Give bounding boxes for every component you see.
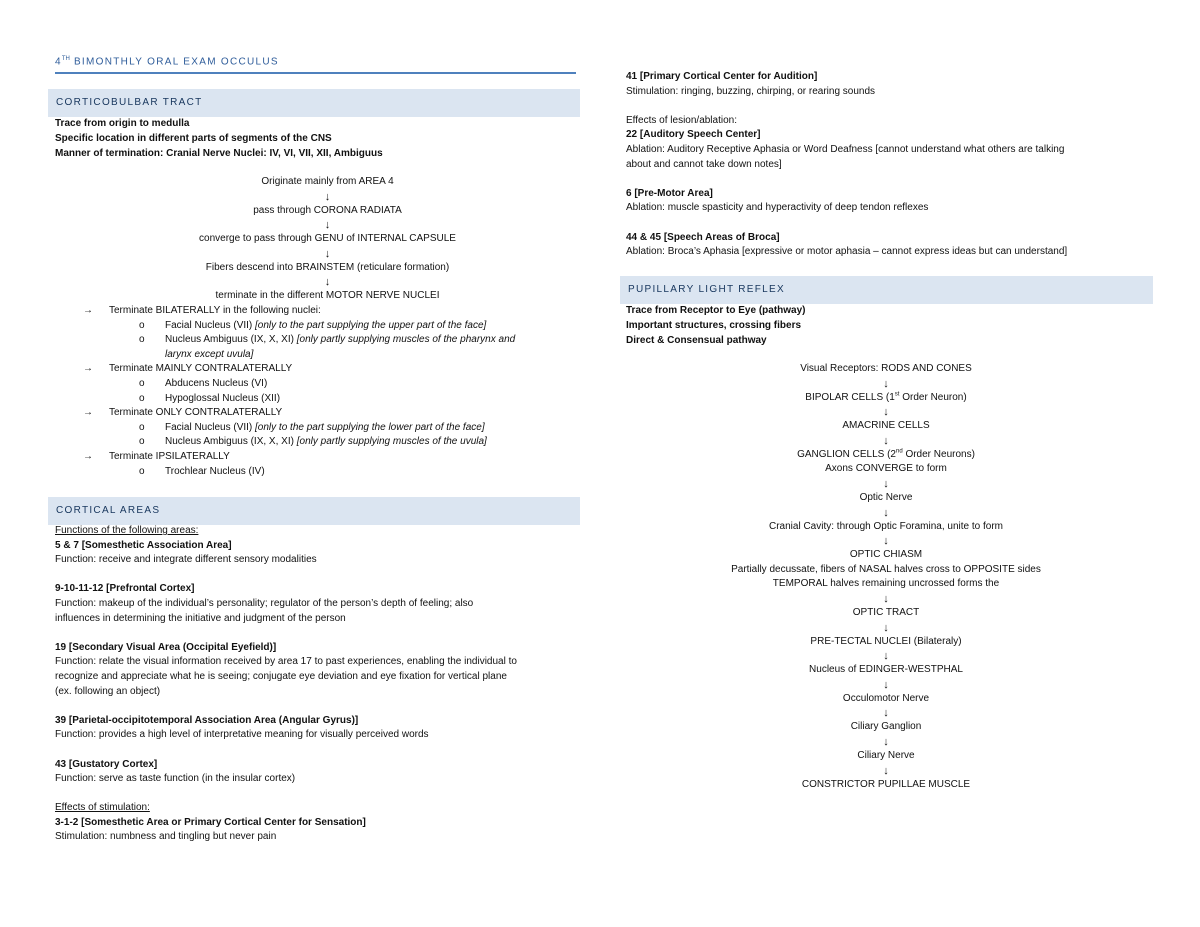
area-description: Stimulation: ringing, buzzing, chirping, or rearing sounds	[626, 85, 876, 97]
title-rule	[55, 72, 576, 74]
ordinal-superscript: nd	[895, 448, 903, 455]
area-name: [Somesthetic Area or Primary Cortical Center for Sensation]	[81, 816, 366, 828]
down-arrow-icon: ↓	[883, 506, 889, 519]
area-heading	[55, 714, 581, 729]
area-heading	[55, 758, 581, 773]
termination-item	[55, 319, 581, 334]
intro-line: Specific location in different parts of segments of the CNS	[55, 133, 332, 144]
area-name: [Speech Areas of Broca]	[663, 231, 780, 243]
flow-step: Ciliary Nerve	[857, 749, 915, 761]
arrow-bullet-icon: →	[83, 363, 93, 375]
down-arrow-icon: ↓	[883, 477, 889, 490]
area-number: 41	[626, 71, 638, 82]
circle-bullet-icon: o	[139, 421, 145, 433]
corticobulbar-intro	[55, 116, 383, 161]
area-number: 43	[55, 758, 67, 770]
lesion-label: Effects of lesion/ablation:	[626, 114, 737, 126]
area-number: 9-10-11-12	[55, 583, 104, 595]
title-text: BIMONTHLY ORAL EXAM OCCULUS	[69, 56, 279, 68]
down-arrow-icon: ↓	[883, 650, 889, 663]
nucleus-name: Nucleus Ambiguus (IX, X, XI)	[165, 436, 294, 448]
down-arrow-icon: ↓	[883, 707, 889, 720]
termination-group	[55, 406, 581, 421]
flow-text: BIPOLAR CELLS (1	[805, 391, 895, 403]
termination-item	[55, 465, 581, 480]
intro-line: Direct & Consensual pathway	[626, 335, 767, 346]
area-heading	[626, 231, 1154, 246]
area-description: Ablation: Broca’s Aphasia [expressive or motor aphasia – cannot express ideas but can understand]	[626, 246, 1068, 258]
termination-item	[55, 435, 581, 450]
termination-label: Terminate IPSILATERALLY	[109, 450, 230, 462]
area-number: 19	[55, 641, 67, 653]
functions-label: Functions of the following areas:	[55, 525, 199, 536]
down-arrow-icon: ↓	[324, 247, 331, 260]
arrow-bullet-icon: →	[83, 450, 93, 462]
corticobulbar-heading-text: CORTICOBULBAR TRACT	[56, 97, 203, 108]
nucleus-name: Trochlear Nucleus (IV)	[165, 465, 265, 477]
area-name: [Auditory Speech Center]	[639, 129, 761, 141]
area-heading	[55, 816, 581, 831]
termination-item	[55, 421, 581, 436]
area-description: (ex. following an object)	[55, 685, 161, 697]
down-arrow-icon: ↓	[883, 592, 889, 605]
flow-step: Cranial Cavity: through Optic Foramina, unite to form	[769, 520, 1003, 532]
area-description: Ablation: Auditory Receptive Aphasia or Word Deafness [cannot understand what others are talking	[626, 143, 1065, 155]
area-heading	[55, 539, 581, 554]
area-description: influences in determining the initiative and judgment of the person	[55, 612, 346, 624]
flow-step: Optic Nerve	[859, 491, 913, 503]
area-heading	[55, 641, 581, 656]
flow-step: Nucleus of EDINGER-WESTPHAL	[809, 664, 963, 676]
termination-group	[55, 362, 581, 377]
corticobulbar-flow	[55, 175, 600, 304]
area-heading	[55, 582, 581, 597]
auditory-and-motor-areas	[626, 70, 1154, 260]
area-heading	[626, 187, 1154, 202]
termination-group	[55, 304, 581, 319]
termination-group	[55, 450, 581, 465]
area-description: Ablation: muscle spasticity and hyperactivity of deep tendon reflexes	[626, 202, 929, 214]
nucleus-note-continued: larynx except uvula]	[165, 348, 254, 360]
flow-step: Visual Receptors: RODS AND CONES	[800, 363, 972, 374]
down-arrow-icon: ↓	[324, 276, 331, 289]
down-arrow-icon: ↓	[883, 434, 889, 447]
flow-step: CONSTRICTOR PUPILLAE MUSCLE	[801, 778, 971, 790]
termination-label: Terminate MAINLY CONTRALATERALLY	[109, 363, 293, 375]
flow-step: pass through CORONA RADIATA	[253, 204, 402, 216]
area-name: [Secondary Visual Area (Occipital Eyefield)]	[68, 641, 277, 653]
flow-step: OPTIC TRACT	[852, 606, 920, 618]
flow-step: converge to pass through GENU of INTERNAL CAPSULE	[199, 233, 456, 245]
pupillary-flow	[626, 362, 1146, 792]
area-heading	[626, 128, 1154, 143]
nucleus-name: Nucleus Ambiguus (IX, X, XI)	[165, 334, 294, 346]
circle-bullet-icon: o	[139, 392, 145, 404]
area-name: [Primary Cortical Center for Audition]	[639, 71, 818, 82]
area-number: 6	[626, 187, 632, 199]
down-arrow-icon: ↓	[883, 621, 889, 634]
intro-line: Important structures, crossing fibers	[626, 320, 802, 331]
down-arrow-icon: ↓	[883, 678, 889, 691]
nucleus-note: [only to the part supplying the upper part of the face]	[255, 319, 487, 331]
flow-text: Order Neuron)	[899, 391, 967, 403]
intro-line: Manner of termination: Cranial Nerve Nuclei: IV, VI, VII, XII, Ambiguus	[55, 148, 383, 159]
circle-bullet-icon: o	[139, 319, 145, 331]
flow-step: Fibers descend into BRAINSTEM (reticulare formation)	[205, 261, 450, 273]
down-arrow-icon: ↓	[883, 535, 889, 548]
flow-step: Axons CONVERGE to form	[825, 463, 947, 475]
area-description: Function: relate the visual information received by area 17 to past experiences, enabling the individual to	[55, 656, 517, 668]
down-arrow-icon: ↓	[324, 190, 331, 203]
area-number: 44 & 45	[626, 231, 662, 243]
flow-text: GANGLION CELLS (2	[797, 448, 896, 460]
circle-bullet-icon: o	[139, 465, 145, 477]
area-description: Function: provides a high level of interpretative meaning for visually perceived words	[55, 729, 429, 741]
area-number: 39	[55, 714, 67, 726]
area-description: recognize and appreciate what he is seeing; conjugate eye deviation and eye fixation for vertical plane	[55, 670, 507, 682]
nucleus-note: [only partly supplying muscles of the pharynx and	[296, 334, 516, 346]
area-description: Function: serve as taste function (in the insular cortex)	[55, 773, 296, 785]
area-description: Function: makeup of the individual’s personality; regulator of the person’s depth of feeling; also	[55, 597, 474, 609]
termination-list	[55, 304, 581, 479]
nucleus-name: Hypoglossal Nucleus (XII)	[165, 392, 281, 404]
down-arrow-icon: ↓	[883, 735, 889, 748]
flow-step	[626, 391, 1146, 406]
area-name: [Gustatory Cortex]	[68, 758, 158, 770]
title-number: 4	[55, 56, 62, 68]
termination-item	[55, 377, 581, 392]
termination-label: Terminate BILATERALLY in the following nuclei:	[109, 305, 321, 316]
down-arrow-icon: ↓	[883, 764, 889, 777]
down-arrow-icon: ↓	[324, 219, 331, 232]
flow-step: OPTIC CHIASM	[849, 549, 923, 561]
flow-step: AMACRINE CELLS	[842, 420, 930, 432]
arrow-bullet-icon: →	[83, 305, 93, 316]
flow-step	[626, 448, 1146, 463]
stimulation-label: Effects of stimulation:	[55, 802, 150, 814]
section-heading-corticobulbar	[48, 89, 580, 117]
flow-step: TEMPORAL halves remaining uncrossed forms the	[772, 578, 1000, 590]
section-heading-cortical-areas	[48, 497, 580, 525]
flow-step: Originate mainly from AREA 4	[261, 176, 394, 187]
section-heading-pupillary	[620, 276, 1153, 304]
down-arrow-icon: ↓	[883, 406, 889, 419]
pupillary-heading-text: PUPILLARY LIGHT REFLEX	[628, 284, 785, 295]
pupillary-intro	[626, 303, 806, 348]
area-description: about and cannot take down notes]	[626, 158, 782, 170]
intro-line: Trace from Receptor to Eye (pathway)	[626, 305, 806, 316]
flow-step: terminate in the different MOTOR NERVE NUCLEI	[215, 290, 440, 302]
title-superscript: TH	[61, 56, 70, 62]
area-name: [Somesthetic Association Area]	[81, 539, 232, 551]
ordinal-superscript: st	[894, 391, 900, 398]
nucleus-note: [only to the part supplying the lower part of the face]	[255, 421, 485, 433]
flow-step: Partially decussate, fibers of NASAL halves cross to OPPOSITE sides	[731, 563, 1041, 575]
circle-bullet-icon: o	[139, 334, 145, 346]
circle-bullet-icon: o	[139, 436, 145, 448]
area-description: Function: receive and integrate different sensory modalities	[55, 554, 317, 566]
area-name: [Prefrontal Cortex]	[106, 583, 195, 595]
area-description: Stimulation: numbness and tingling but never pain	[55, 831, 277, 843]
nucleus-name: Facial Nucleus (VII)	[165, 319, 253, 331]
flow-step: Occulomotor Nerve	[842, 692, 930, 704]
flow-step: Ciliary Ganglion	[850, 721, 922, 733]
nucleus-name: Abducens Nucleus (VI)	[165, 377, 268, 389]
flow-text: Order Neurons)	[902, 448, 975, 460]
document-title	[55, 56, 279, 67]
down-arrow-icon: ↓	[883, 377, 889, 390]
area-name: [Parietal-occipitotemporal Association Area (Angular Gyrus)]	[68, 714, 359, 726]
intro-line: Trace from origin to medulla	[55, 118, 190, 129]
area-number: 22	[626, 129, 638, 141]
cortical-areas-content	[55, 524, 581, 845]
area-heading	[626, 70, 1154, 85]
termination-item	[55, 333, 581, 348]
area-number: 3-1-2	[55, 816, 79, 828]
circle-bullet-icon: o	[139, 377, 145, 389]
nucleus-name: Facial Nucleus (VII)	[165, 421, 253, 433]
cortical-heading-text: CORTICAL AREAS	[56, 505, 161, 516]
area-name: [Pre-Motor Area]	[634, 187, 713, 199]
termination-item	[55, 392, 581, 407]
flow-step: PRE-TECTAL NUCLEI (Bilateraly)	[810, 635, 962, 647]
area-number: 5 & 7	[55, 539, 79, 551]
termination-label: Terminate ONLY CONTRALATERALLY	[109, 407, 283, 419]
arrow-bullet-icon: →	[83, 407, 93, 419]
nucleus-note: [only partly supplying muscles of the uvula]	[296, 436, 487, 448]
